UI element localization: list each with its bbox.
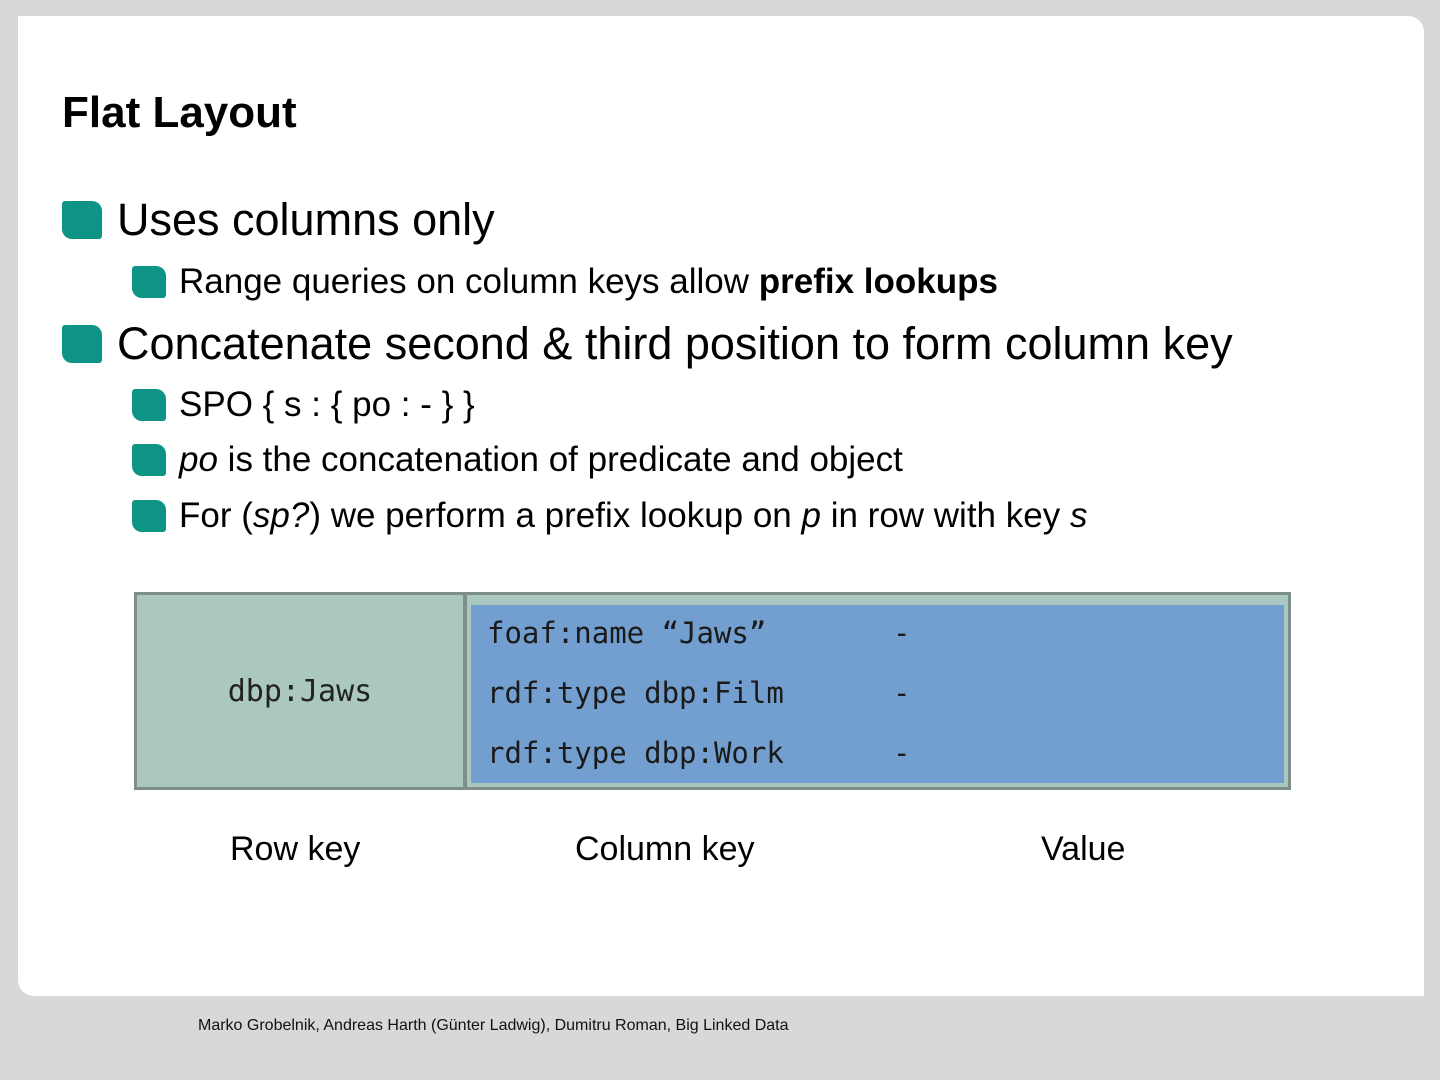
bullet-text: Concatenate second & third position to form column key — [117, 318, 1233, 369]
bullet-text: Uses columns only — [117, 194, 495, 245]
column-value: - — [893, 736, 911, 770]
column-key: rdf:type dbp:Film — [487, 676, 784, 710]
flat-layout-table — [134, 592, 1291, 790]
bullet-concatenate — [62, 318, 1233, 370]
sub-bullet-marker-icon — [132, 444, 166, 476]
column-value: - — [893, 676, 911, 710]
sub-bullet-po-concatenation — [132, 440, 903, 480]
bullet-text: po is the concatenation of predicate and object — [179, 440, 903, 479]
bullet-text: For (sp?) we perform a prefix lookup on p in row with key s — [179, 496, 1088, 535]
column-key: rdf:type dbp:Work — [487, 736, 784, 770]
bullet-marker-icon — [62, 325, 102, 363]
caption-row-key: Row key — [230, 830, 361, 868]
bullet-text: Range queries on column keys allow prefix lookups — [179, 262, 998, 301]
caption-value: Value — [1041, 830, 1126, 868]
slide-title: Flat Layout — [62, 88, 297, 137]
column-key: foaf:name “Jaws” — [487, 616, 767, 650]
bullet-marker-icon — [62, 201, 102, 239]
column-area — [471, 605, 1284, 783]
bullet-uses-columns — [62, 194, 495, 246]
bullet-text: SPO { s : { po : - } } — [179, 385, 475, 424]
footer-credits: Marko Grobelnik, Andreas Harth (Günter Ladwig), Dumitru Roman, Big Linked Data — [198, 1017, 789, 1034]
sub-bullet-prefix-lookup — [132, 496, 1087, 536]
sub-bullet-range-queries — [132, 262, 998, 302]
sub-bullet-marker-icon — [132, 266, 166, 298]
sub-bullet-marker-icon — [132, 389, 166, 421]
row-key-cell: dbp:Jaws — [137, 595, 467, 787]
sub-bullet-spo — [132, 385, 475, 425]
sub-bullet-marker-icon — [132, 500, 166, 532]
caption-column-key: Column key — [575, 830, 755, 868]
column-value: - — [893, 616, 911, 650]
